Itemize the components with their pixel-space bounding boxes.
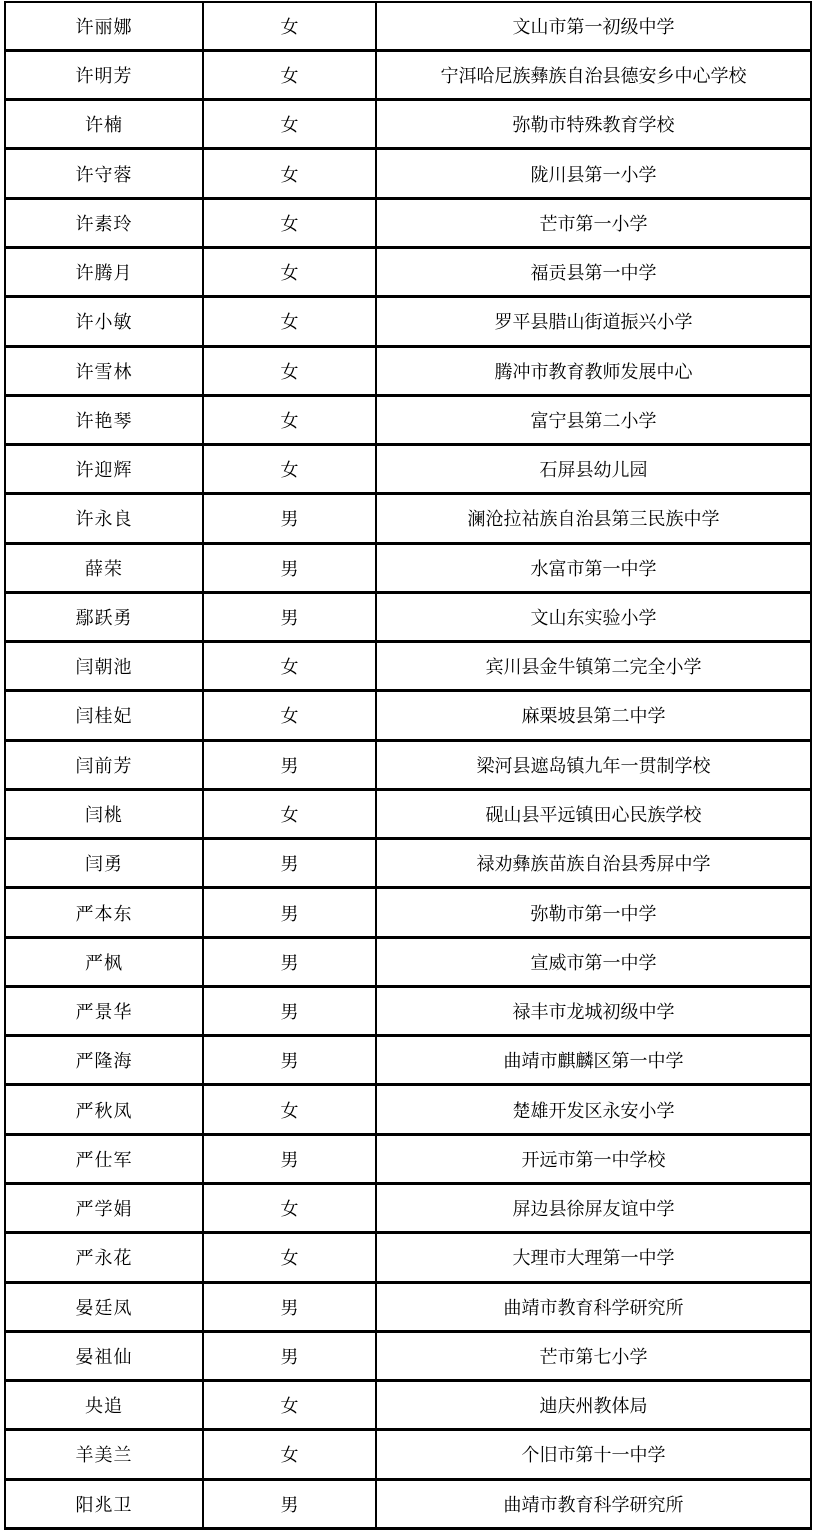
table-row — [5, 1036, 811, 1085]
gender-cell: 男 — [203, 1134, 376, 1183]
name-cell: 严永花 — [5, 1233, 203, 1282]
table-row — [5, 642, 811, 691]
school-cell: 芒市第一小学 — [376, 198, 811, 247]
gender-cell: 女 — [203, 445, 376, 494]
table-row — [5, 986, 811, 1035]
school-cell: 陇川县第一小学 — [376, 149, 811, 198]
school-cell: 石屏县幼儿园 — [376, 445, 811, 494]
school-cell: 罗平县腊山街道振兴小学 — [376, 297, 811, 346]
table-row — [5, 1233, 811, 1282]
table-row — [5, 346, 811, 395]
name-cell: 羊美兰 — [5, 1430, 203, 1479]
gender-cell: 女 — [203, 149, 376, 198]
gender-cell: 女 — [203, 100, 376, 149]
table-row — [5, 395, 811, 444]
table-row — [5, 740, 811, 789]
name-cell: 许丽娜 — [5, 2, 203, 50]
name-cell: 阳兆卫 — [5, 1479, 203, 1528]
table-row — [5, 1184, 811, 1233]
name-cell: 闫前芳 — [5, 740, 203, 789]
school-cell: 屏边县徐屏友谊中学 — [376, 1184, 811, 1233]
name-cell: 许小敏 — [5, 297, 203, 346]
gender-cell: 男 — [203, 986, 376, 1035]
school-cell: 文山东实验小学 — [376, 592, 811, 641]
gender-cell: 男 — [203, 1331, 376, 1380]
name-cell: 闫勇 — [5, 839, 203, 888]
name-cell: 严仕军 — [5, 1134, 203, 1183]
gender-cell: 女 — [203, 346, 376, 395]
table-row — [5, 543, 811, 592]
table-row — [5, 2, 811, 50]
name-cell: 鄢跃勇 — [5, 592, 203, 641]
gender-cell: 男 — [203, 1479, 376, 1528]
gender-cell: 女 — [203, 198, 376, 247]
gender-cell: 女 — [203, 1233, 376, 1282]
school-cell: 曲靖市麒麟区第一中学 — [376, 1036, 811, 1085]
gender-cell: 女 — [203, 395, 376, 444]
school-cell: 芒市第七小学 — [376, 1331, 811, 1380]
name-cell: 严学娟 — [5, 1184, 203, 1233]
gender-cell: 女 — [203, 642, 376, 691]
table-body — [5, 2, 811, 1529]
name-cell: 许迎辉 — [5, 445, 203, 494]
gender-cell: 女 — [203, 50, 376, 99]
name-cell: 闫桃 — [5, 789, 203, 838]
school-cell: 曲靖市教育科学研究所 — [376, 1479, 811, 1528]
school-cell: 曲靖市教育科学研究所 — [376, 1282, 811, 1331]
gender-cell: 女 — [203, 789, 376, 838]
name-cell: 许艳琴 — [5, 395, 203, 444]
table-row — [5, 1430, 811, 1479]
school-cell: 富宁县第二小学 — [376, 395, 811, 444]
name-cell: 许楠 — [5, 100, 203, 149]
table-row — [5, 149, 811, 198]
gender-cell: 男 — [203, 494, 376, 543]
school-cell: 禄劝彝族苗族自治县秀屏中学 — [376, 839, 811, 888]
name-cell: 严本东 — [5, 888, 203, 937]
school-cell: 福贡县第一中学 — [376, 247, 811, 296]
gender-cell: 男 — [203, 937, 376, 986]
school-cell: 弥勒市第一中学 — [376, 888, 811, 937]
gender-cell: 女 — [203, 247, 376, 296]
table-row — [5, 247, 811, 296]
teacher-roster-table — [4, 1, 812, 1530]
gender-cell: 女 — [203, 1184, 376, 1233]
school-cell: 砚山县平远镇田心民族学校 — [376, 789, 811, 838]
name-cell: 严秋凤 — [5, 1085, 203, 1134]
name-cell: 严景华 — [5, 986, 203, 1035]
school-cell: 宁洱哈尼族彝族自治县德安乡中心学校 — [376, 50, 811, 99]
gender-cell: 男 — [203, 592, 376, 641]
table-row — [5, 50, 811, 99]
gender-cell: 女 — [203, 691, 376, 740]
name-cell: 许永良 — [5, 494, 203, 543]
table-row — [5, 1282, 811, 1331]
table-row — [5, 1134, 811, 1183]
gender-cell: 男 — [203, 1282, 376, 1331]
gender-cell: 男 — [203, 1036, 376, 1085]
gender-cell: 女 — [203, 1381, 376, 1430]
name-cell: 许雪林 — [5, 346, 203, 395]
table-row — [5, 789, 811, 838]
school-cell: 麻栗坡县第二中学 — [376, 691, 811, 740]
name-cell: 许腾月 — [5, 247, 203, 296]
school-cell: 文山市第一初级中学 — [376, 2, 811, 50]
table-row — [5, 297, 811, 346]
table-row — [5, 937, 811, 986]
school-cell: 水富市第一中学 — [376, 543, 811, 592]
school-cell: 宣威市第一中学 — [376, 937, 811, 986]
table-row — [5, 445, 811, 494]
table-row — [5, 592, 811, 641]
name-cell: 许守蓉 — [5, 149, 203, 198]
gender-cell: 男 — [203, 740, 376, 789]
name-cell: 晏祖仙 — [5, 1331, 203, 1380]
table-row — [5, 198, 811, 247]
table-row — [5, 1479, 811, 1528]
gender-cell: 男 — [203, 839, 376, 888]
school-cell: 楚雄开发区永安小学 — [376, 1085, 811, 1134]
school-cell: 个旧市第十一中学 — [376, 1430, 811, 1479]
gender-cell: 女 — [203, 1430, 376, 1479]
name-cell: 许素玲 — [5, 198, 203, 247]
table-row — [5, 1381, 811, 1430]
table-row — [5, 100, 811, 149]
table-row — [5, 494, 811, 543]
school-cell: 禄丰市龙城初级中学 — [376, 986, 811, 1035]
gender-cell: 男 — [203, 543, 376, 592]
name-cell: 央追 — [5, 1381, 203, 1430]
name-cell: 许明芳 — [5, 50, 203, 99]
name-cell: 薛荣 — [5, 543, 203, 592]
table-row — [5, 839, 811, 888]
school-cell: 迪庆州教体局 — [376, 1381, 811, 1430]
name-cell: 严隆海 — [5, 1036, 203, 1085]
gender-cell: 女 — [203, 1085, 376, 1134]
school-cell: 开远市第一中学校 — [376, 1134, 811, 1183]
school-cell: 宾川县金牛镇第二完全小学 — [376, 642, 811, 691]
school-cell: 澜沧拉祜族自治县第三民族中学 — [376, 494, 811, 543]
school-cell: 梁河县遮岛镇九年一贯制学校 — [376, 740, 811, 789]
name-cell: 严枫 — [5, 937, 203, 986]
table-row — [5, 691, 811, 740]
table-row — [5, 1085, 811, 1134]
gender-cell: 女 — [203, 297, 376, 346]
name-cell: 闫朝池 — [5, 642, 203, 691]
gender-cell: 男 — [203, 888, 376, 937]
school-cell: 腾冲市教育教师发展中心 — [376, 346, 811, 395]
school-cell: 弥勒市特殊教育学校 — [376, 100, 811, 149]
table-row — [5, 888, 811, 937]
table-row — [5, 1331, 811, 1380]
name-cell: 闫桂妃 — [5, 691, 203, 740]
school-cell: 大理市大理第一中学 — [376, 1233, 811, 1282]
gender-cell: 女 — [203, 2, 376, 50]
name-cell: 晏廷凤 — [5, 1282, 203, 1331]
